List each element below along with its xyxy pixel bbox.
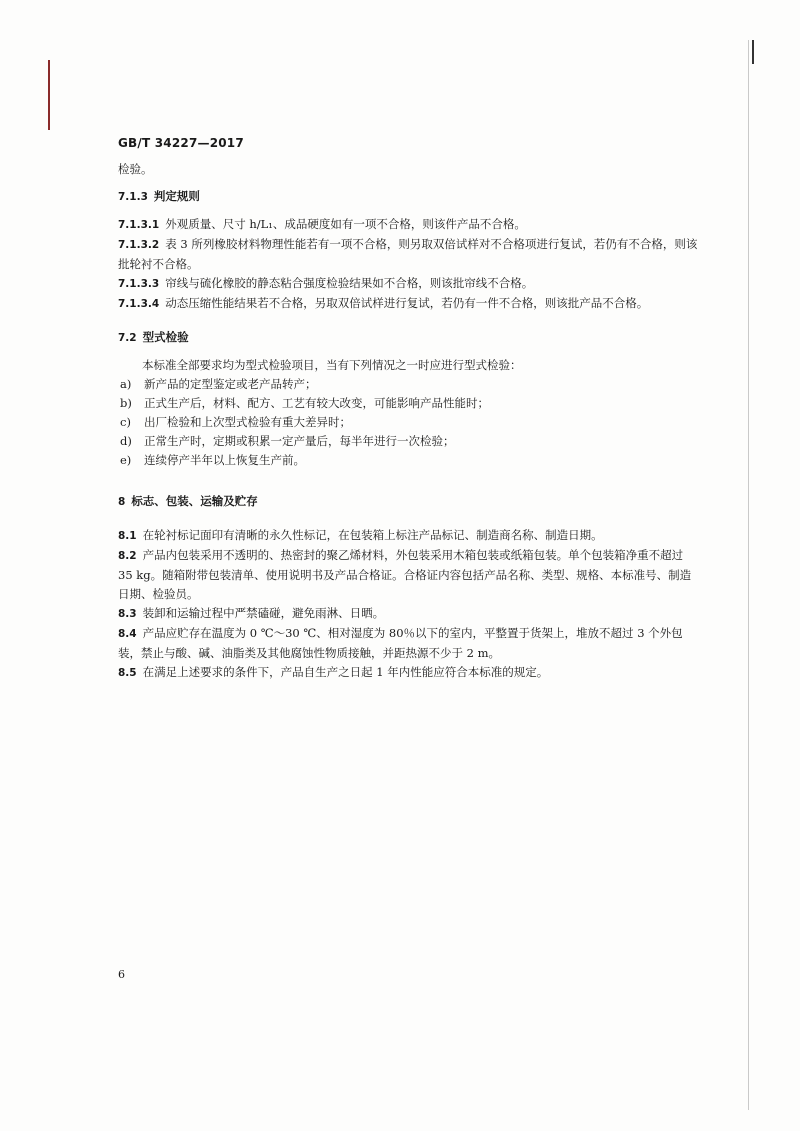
- list-text: 连续停产半年以上恢复生产前。: [144, 453, 305, 467]
- clause-8-2: [118, 546, 698, 604]
- clause-text: 产品应贮存在温度为 0 ℃～30 ℃、相对湿度为 80％以下的室内，平整置于货架上，堆放不超过 3 个外包装，禁止与酸、碱、油脂类及其他腐蚀性物质接触，并距热源不少于 2 m。: [118, 626, 683, 660]
- clause-text: 装卸和运输过程中严禁磕碰，避免雨淋、日晒。: [142, 606, 385, 620]
- clause-8-4: [118, 624, 698, 663]
- clause-8-3: [118, 604, 698, 624]
- clause-text: 产品内包装采用不透明的、热密封的聚乙烯材料，外包装采用木箱包装或纸箱包装。单个包装箱净重不超过 35 kg。随箱附带包装清单、使用说明书及产品合格证。合格证内容包括产品名称、类型、规格、本标准号、制造日期、检验员。: [118, 548, 692, 601]
- list-item: [118, 432, 698, 451]
- list-item: [118, 413, 698, 432]
- list-item: [118, 451, 698, 470]
- list-label: e): [120, 453, 132, 467]
- clause-number: 8.4: [118, 628, 137, 640]
- clause-number: 8.1: [118, 530, 137, 542]
- list-item: [118, 375, 698, 394]
- clause-text: 表 3 所列橡胶材料物理性能若有一项不合格，则另取双倍试样对不合格项进行复试，若仍有不合格，则该批轮衬不合格。: [118, 237, 698, 271]
- page-number: 6: [118, 968, 125, 981]
- clause-text: 外观质量、尺寸 h/L₁、成品硬度如有一项不合格，则该件产品不合格。: [165, 217, 526, 231]
- list-label: b): [120, 396, 132, 410]
- section-title: 判定规则: [153, 189, 200, 203]
- scan-edge-mark: [48, 60, 50, 130]
- clause-number: 7.1.3.1: [118, 219, 160, 231]
- list-text: 新产品的定型鉴定或老产品转产；: [144, 377, 317, 391]
- section-7-2-heading: [118, 328, 698, 348]
- clause-7-1-3-4: [118, 294, 698, 314]
- clause-number: 8.5: [118, 667, 137, 679]
- clause-text: 帘线与硫化橡胶的静态粘合强度检验结果如不合格，则该批帘线不合格。: [165, 276, 534, 290]
- list-label: c): [120, 415, 131, 429]
- clause-7-1-3-1: [118, 215, 698, 235]
- clause-number: 7.1.3.3: [118, 278, 160, 290]
- list-text: 正常生产时，定期或积累一定产量后，每半年进行一次检验；: [144, 434, 455, 448]
- clause-text: 在轮衬标记面印有清晰的永久性标记，在包装箱上标注产品标记、制造商名称、制造日期。: [142, 528, 603, 542]
- section-8-heading: [118, 492, 698, 512]
- section-number: 8: [118, 496, 126, 508]
- clause-number: 7.1.3.4: [118, 298, 160, 310]
- scan-edge-mark-right: [752, 40, 754, 64]
- document-body: [118, 160, 698, 683]
- section-title: 标志、包装、运输及贮存: [131, 494, 258, 508]
- continued-text: 检验。: [118, 162, 153, 176]
- clause-text: 在满足上述要求的条件下，产品自生产之日起 1 年内性能应符合本标准的规定。: [142, 665, 549, 679]
- section-7-1-3-heading: [118, 187, 698, 207]
- clause-number: 7.1.3.2: [118, 239, 160, 251]
- section-title: 型式检验: [142, 330, 189, 344]
- list-text: 正式生产后，材料、配方、工艺有较大改变，可能影响产品性能时；: [144, 396, 489, 410]
- list-label: a): [120, 377, 132, 391]
- type-test-intro: 本标准全部要求均为型式检验项目，当有下列情况之一时应进行型式检验：: [142, 358, 522, 372]
- section-number: 7.1.3: [118, 191, 148, 203]
- list-label: d): [120, 434, 132, 448]
- clause-7-1-3-2: [118, 235, 698, 274]
- list-text: 出厂检验和上次型式检验有重大差异时；: [144, 415, 351, 429]
- clause-8-5: [118, 663, 698, 683]
- list-item: [118, 394, 698, 413]
- clause-number: 8.2: [118, 550, 137, 562]
- clause-8-1: [118, 526, 698, 546]
- clause-7-1-3-3: [118, 274, 698, 294]
- clause-text: 动态压缩性能结果若不合格，另取双倍试样进行复试，若仍有一件不合格，则该批产品不合格。: [165, 296, 649, 310]
- clause-number: 8.3: [118, 608, 137, 620]
- section-number: 7.2: [118, 332, 137, 344]
- page-fold-line: [748, 40, 749, 1110]
- standard-code-header: GB/T 34227—2017: [118, 136, 244, 150]
